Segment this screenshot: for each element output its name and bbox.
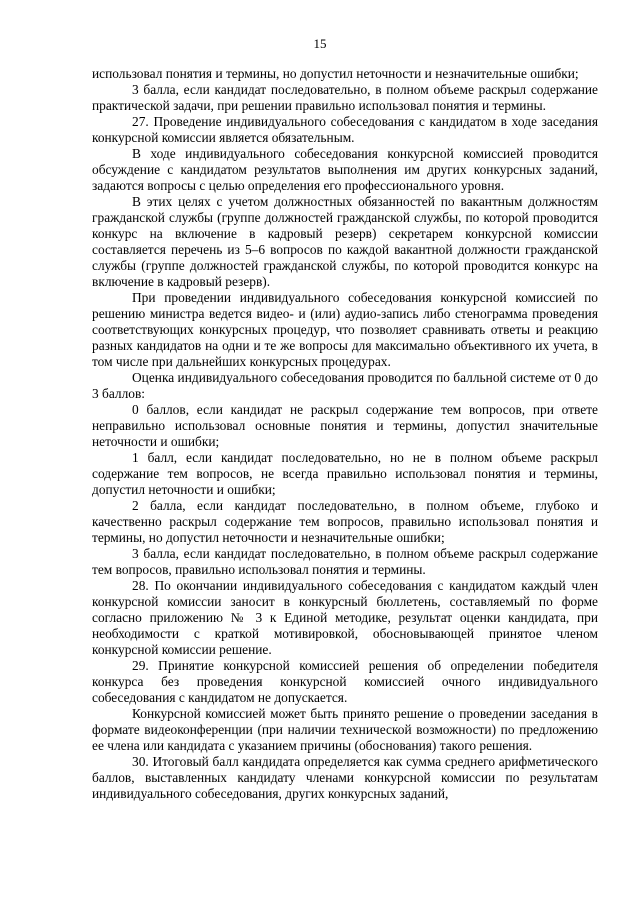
- paragraph: 0 баллов, если кандидат не раскрыл содержание тем вопросов, при ответе неправильно использовал основные понятия и термины, допустил значительные неточности и ошибки;: [92, 402, 598, 449]
- paragraph: 2 балла, если кандидат последовательно, в полном объеме, глубоко и качественно раскрыл содержание тем вопросов, правильно использовал понятия и термины, но допустил неточности и незначительные ошибки;: [92, 498, 598, 545]
- paragraph: В этих целях с учетом должностных обязанностей по вакантным должностям гражданской службы (группе должностей гражданской службы, по которой проводится конкурс на включение в кадровый резерв) секретарем конкурсной комиссии составляется перечень из 5–6 вопросов по каждой вакантной должности гражданской службы (группе должностей гражданской службы, по которой проводится конкурс на включение в кадровый резерв).: [92, 194, 598, 289]
- paragraph: При проведении индивидуального собеседования конкурсной комиссией по решению министра ведется видео- и (или) аудио-запись либо стенограмма проведения соответствующих конкурсных процедур, что позволяет сравнивать ответы и реакцию разных кандидатов на одни и те же вопросы для максимально объективного их учета, в том числе при дальнейших конкурсных процедурах.: [92, 290, 598, 369]
- paragraph-continuation: использовал понятия и термины, но допустил неточности и незначительные ошибки;: [92, 66, 579, 81]
- paragraph: 1 балл, если кандидат последовательно, но не в полном объеме раскрыл содержание тем вопросов, не всегда правильно использовал понятия и термины, допустил неточности и ошибки;: [92, 450, 598, 497]
- paragraph-item-30: 30. Итоговый балл кандидата определяется как сумма среднего арифметического баллов, выставленных кандидату членами конкурсной комиссии по результатам индивидуального собеседования, других конкурсных заданий,: [92, 754, 598, 801]
- document-body: [92, 66, 598, 802]
- paragraph: 3 балла, если кандидат последовательно, в полном объеме раскрыл содержание практической задачи, при решении правильно использовал понятия и термины.: [92, 82, 598, 113]
- paragraph: 3 балла, если кандидат последовательно, в полном объеме раскрыл содержание тем вопросов, правильно использовал понятия и термины.: [92, 546, 598, 577]
- paragraph: В ходе индивидуального собеседования конкурсной комиссией проводится обсуждение с кандидатом результатов выполнения им других конкурсных заданий, задаются вопросы с целью определения его профессионального уровня.: [92, 146, 598, 193]
- paragraph-item-29: 29. Принятие конкурсной комиссией решения об определении победителя конкурса без проведения конкурсной комиссией очного индивидуального собеседования с кандидатом не допускается.: [92, 658, 598, 705]
- paragraph-item-28: 28. По окончании индивидуального собеседования с кандидатом каждый член конкурсной комиссии заносит в конкурсный бюллетень, составляемый по форме согласно приложению № 3 к Единой методике, результат оценки кандидата, при необходимости с краткой мотивировкой, обосновывающей принятое членом конкурсной комиссии решение.: [92, 578, 598, 657]
- paragraph-item-27: 27. Проведение индивидуального собеседования с кандидатом в ходе заседания конкурсной комиссии является обязательным.: [92, 114, 598, 145]
- page-number: 15: [313, 36, 327, 51]
- paragraph: Конкурсной комиссией может быть принято решение о проведении заседания в формате видеоконференции (при наличии технической возможности) по предложению ее члена или кандидата с указанием причины (обоснования) такого решения.: [92, 706, 598, 753]
- paragraph: Оценка индивидуального собеседования проводится по балльной системе от 0 до 3 баллов:: [92, 370, 598, 401]
